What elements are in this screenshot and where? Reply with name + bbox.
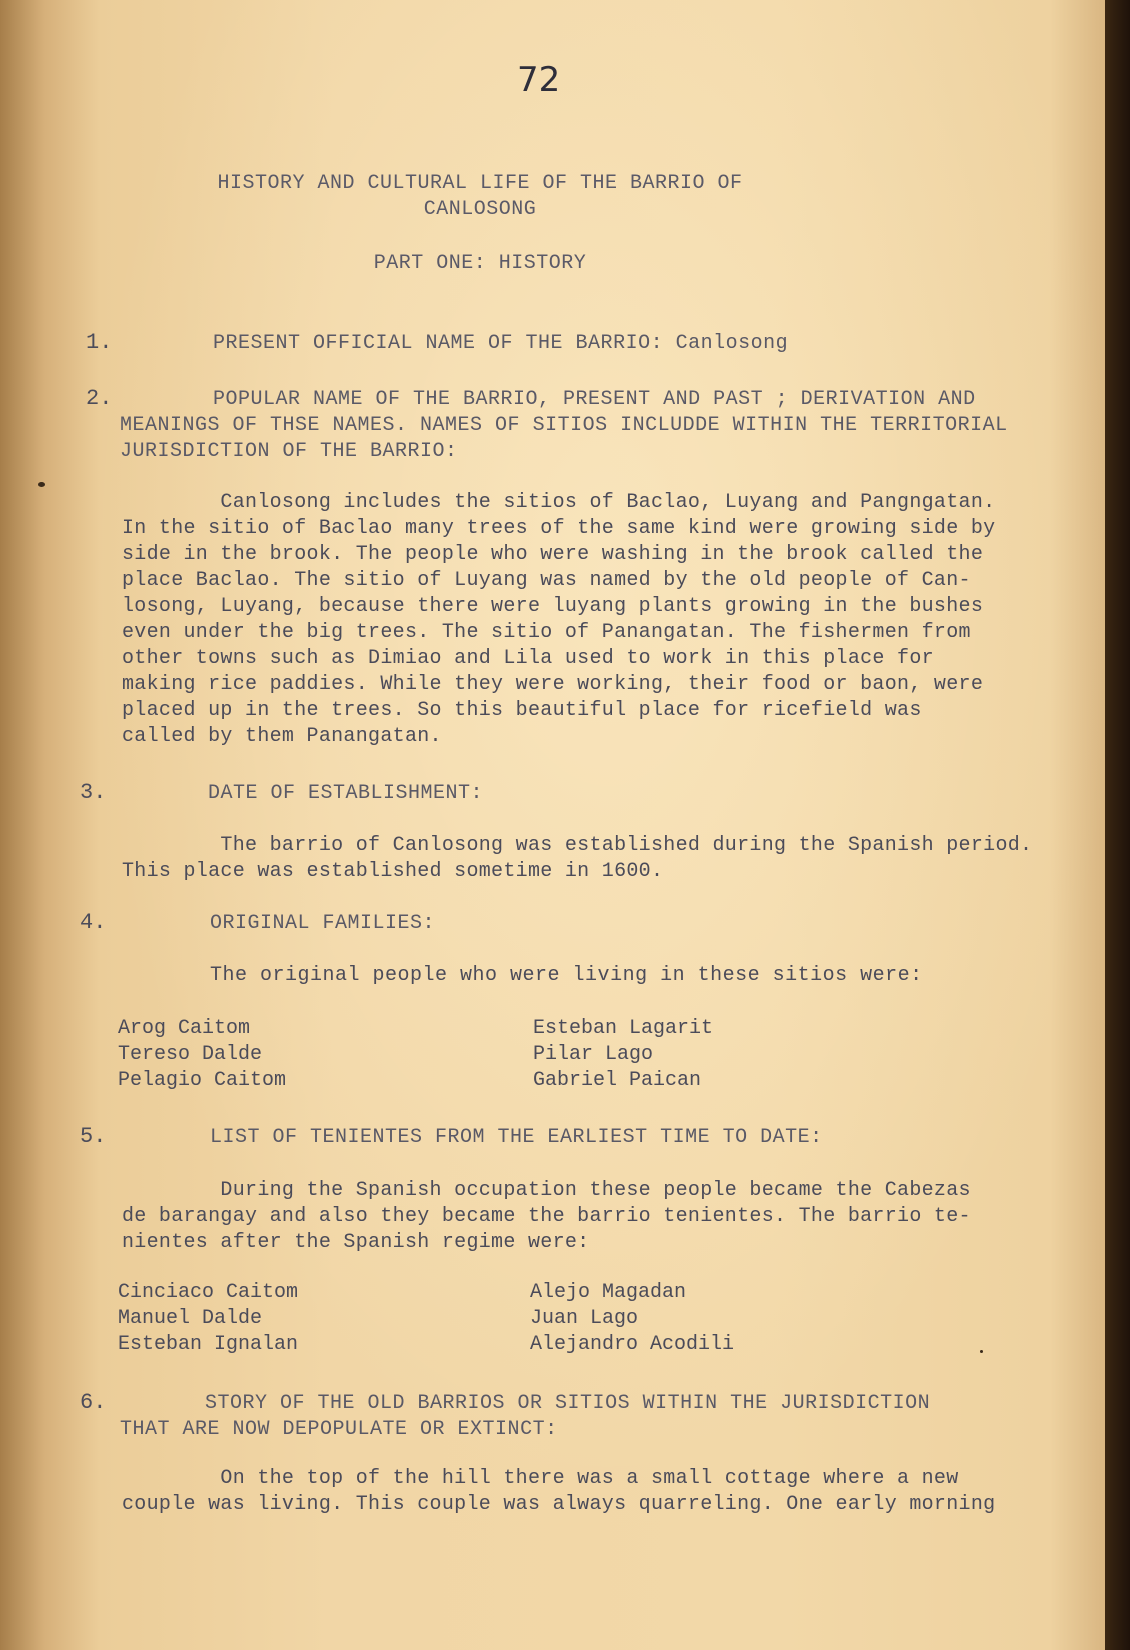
section-2-heading-line: JURISDICTION OF THE BARRIO:	[120, 440, 458, 463]
section-2-heading-line: MEANINGS OF THSE NAMES. NAMES OF SITIOS INCLUDDE WITHIN THE TERRITORIAL	[120, 414, 1008, 437]
document-title-line-1: HISTORY AND CULTURAL LIFE OF THE BARRIO OF	[217, 172, 743, 195]
section-2-number: 2.	[86, 386, 113, 411]
original-families-list	[118, 1016, 818, 1096]
body-line: place Baclao. The sitio of Luyang was named by the old people of Can-	[122, 569, 971, 592]
document-title-line-2: CANLOSONG	[423, 198, 537, 221]
section-1-heading: PRESENT OFFICIAL NAME OF THE BARRIO: Canlosong	[213, 332, 789, 355]
section-5-number: 5.	[80, 1124, 107, 1149]
family-name: Pelagio Caitom	[118, 1069, 287, 1092]
teniente-name: Cinciaco Caitom	[118, 1281, 299, 1304]
page-number: 72	[517, 60, 561, 100]
body-line: nientes after the Spanish regime were:	[122, 1231, 590, 1254]
section-6-heading-line: STORY OF THE OLD BARRIOS OR SITIOS WITHIN THE JURISDICTION	[205, 1392, 931, 1415]
names-column-right	[530, 1280, 734, 1358]
body-line: couple was living. This couple was always quarreling. One early morning	[122, 1493, 996, 1516]
body-line: other towns such as Dimiao and Lila used to work in this place for	[122, 647, 934, 670]
names-column-left	[118, 1016, 286, 1094]
section-4-intro: The original people who were living in these sitios were:	[210, 964, 923, 987]
body-line: even under the big trees. The sitio of Panangatan. The fishermen from	[122, 621, 971, 644]
body-line: losong, Luyang, because there were luyang plants growing in the bushes	[122, 595, 984, 618]
page-binding-edge	[1105, 0, 1130, 1650]
body-line: On the top of the hill there was a small cottage where a new	[122, 1467, 959, 1490]
body-line: The barrio of Canlosong was established during the Spanish period.	[122, 834, 1033, 857]
section-2-heading-line: POPULAR NAME OF THE BARRIO, PRESENT AND PAST ; DERIVATION AND	[213, 388, 976, 411]
family-name: Tereso Dalde	[118, 1043, 263, 1066]
body-line: Canlosong includes the sitios of Baclao, Luyang and Pangngatan.	[122, 491, 996, 514]
body-line: In the sitio of Baclao many trees of the same kind were growing side by	[122, 517, 996, 540]
teniente-name: Esteban Ignalan	[118, 1333, 299, 1356]
paper-speck	[980, 1350, 983, 1353]
section-6-number: 6.	[80, 1390, 107, 1415]
body-line: de barangay and also they became the barrio tenientes. The barrio te-	[122, 1205, 971, 1228]
section-3-body	[122, 833, 1082, 885]
section-2-body	[122, 490, 1082, 750]
section-3-heading: DATE OF ESTABLISHMENT:	[208, 782, 484, 805]
body-line: This place was established sometime in 1600.	[122, 860, 664, 883]
section-1-number: 1.	[86, 330, 113, 355]
tenientes-list	[118, 1280, 818, 1360]
family-name: Arog Caitom	[118, 1017, 251, 1040]
section-6-body	[122, 1466, 1082, 1518]
teniente-name: Alejandro Acodili	[530, 1333, 735, 1356]
family-name: Pilar Lago	[533, 1043, 654, 1066]
body-line: side in the brook. The people who were washing in the brook called the	[122, 543, 984, 566]
body-line: making rice paddies. While they were working, their food or baon, were	[122, 673, 984, 696]
family-name: Gabriel Paican	[533, 1069, 702, 1092]
paper-speck	[38, 482, 45, 487]
body-line: called by them Panangatan.	[122, 725, 442, 748]
section-6-heading-line: THAT ARE NOW DEPOPULATE OR EXTINCT:	[120, 1418, 558, 1441]
section-5-body	[122, 1178, 1082, 1256]
section-4-number: 4.	[80, 910, 107, 935]
section-5-heading: LIST OF TENIENTES FROM THE EARLIEST TIME TO DATE:	[210, 1126, 823, 1149]
part-heading: PART ONE: HISTORY	[373, 252, 587, 275]
body-line: During the Spanish occupation these people became the Cabezas	[122, 1179, 971, 1202]
names-column-left	[118, 1280, 298, 1358]
section-3-number: 3.	[80, 780, 107, 805]
teniente-name: Juan Lago	[530, 1307, 639, 1330]
names-column-right	[533, 1016, 713, 1094]
teniente-name: Manuel Dalde	[118, 1307, 263, 1330]
family-name: Esteban Lagarit	[533, 1017, 714, 1040]
body-line: placed up in the trees. So this beautiful place for ricefield was	[122, 699, 922, 722]
teniente-name: Alejo Magadan	[530, 1281, 687, 1304]
section-4-heading: ORIGINAL FAMILIES:	[210, 912, 436, 935]
